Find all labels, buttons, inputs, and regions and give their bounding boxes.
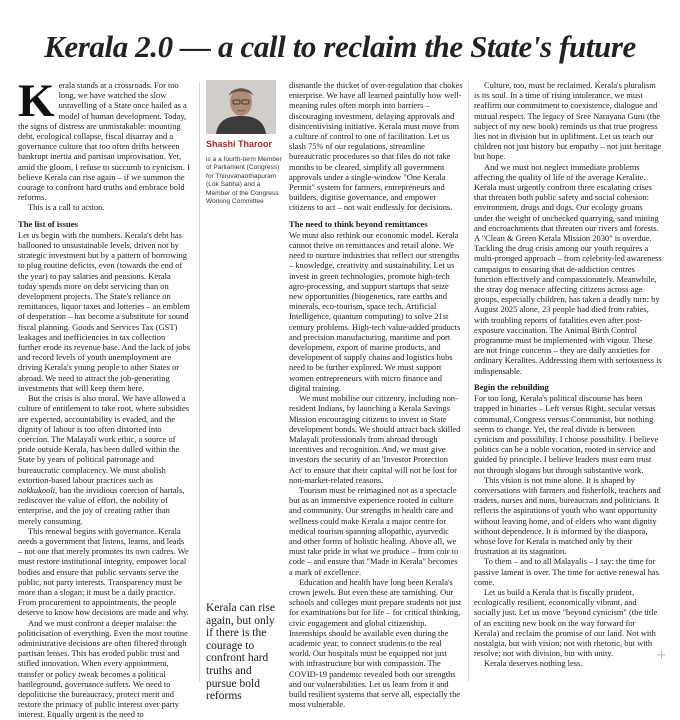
paragraph: And we must not neglect immediate problems affecting the quality of life of the average Keralite. Kerala must urgently confront three escalating crises that threaten both public safety and social cohesion: environment, drugs and dogs. Our ecology groans under the weight of unchecked quarrying, sand mining and encroachments that threaten our rivers and forests. A "Clean & Green Kerala Mission 2030" is overdue. Tackling the drug crisis among our youth requires a multi-pronged approach – from celebrity-led awareness campaigns to ensuring that de-addiction centres function effectively and compassionately. Meanwhile, the stray dog menace affecting citizens across age groups, especially children, has taken a deadly turn: by August 2025 alone, 23 people had died from rabies, with troubling reports of fatalities even after post-exposure vaccination. The Animal Birth Control programme must be implemented with vigour. These are not fringe concerns – they are daily anxieties for ordinary Keralites. Addressing them with seriousness is indispensable. bbox=[474, 161, 662, 376]
pull-quote: Kerala can rise again, but only if there is the courage to confront hard truths and pursue bold reforms bbox=[206, 602, 275, 703]
subheading: The list of issues bbox=[18, 218, 78, 229]
paragraph: dismantle the thicket of over-regulation that chokes enterprise. We have all learned painfully how well-meaning rules often morph into barriers – discouraging investment, delaying approvals and disincentivising initiative. Kerala must move from a culture of control to one of facilitation. Let us slash 75% of our regulations, streamline bureaucratic procedures so that files do not take months to be cleared, simplify all government approvals under a single-window "One Kerala Permit" system for farmers, entrepreneurs and builders, digitise governance, and empower citizens to act – not wait endlessly for decisions. bbox=[289, 80, 463, 213]
column-divider bbox=[199, 82, 200, 682]
lead-paragraph: Kerala stands at a crossroads. For too long, we have watched the slow unravelling of a State once hailed as a model of human development. Today, the signs of distress are unmistakable: mounting debt, ecological collapse, fiscal disarray and a governance culture that too often drifts between bankrupt inertia and partisan improvisation. Yet, amid the gloom, I refuse to succumb to cynicism. I believe Kerala can rise again – if we summon the courage to confront hard truths and embrace bold reforms. bbox=[18, 75, 190, 203]
drop-cap: K bbox=[18, 75, 55, 127]
article-column-3 bbox=[289, 80, 463, 709]
paragraph: Kerala deserves nothing less. bbox=[484, 658, 583, 669]
paragraph: For too long, Kerala's political discourse has been trapped in binaries – Left versus Right, secular versus communal, Congress versus Communist, but nothing seems to change. Yet, the real divide is between cynicism and possibility. I choose possibility. I believe politics can be a noble vocation, rooted in service and guided by principle. I believe leaders must earn trust not through slogans but through substantive work. bbox=[474, 393, 659, 475]
paragraph: Let us build a Kerala that is fiscally prudent, ecologically resilient, economically vibrant, and socially just. Let us move "beyond cynicism" (the title of an exciting new book on the way forward for Kerala) and reclaim the promise of our land. Not with nostalgia, but with vision; not with rhetoric, but with resolve; not with division, but with unity. bbox=[474, 586, 658, 659]
author-bio: is a a fourth-term Member of Parliament (Congress) for Thiruvananthapuram (Lok Sabha) and a Member of the Congress Working Committee bbox=[206, 156, 282, 206]
subheading: Begin the rebuilding bbox=[474, 381, 549, 392]
paragraph: Culture, too, must be reclaimed. Kerala's pluralism is its soul. In a time of rising intolerance, we must reaffirm our commitment to coexistence, dialogue and mutual respect. The legacy of Sree Narayana Guru (the subject of my new book) reminds us that true progress lies not in division but in upliftment. Let us teach our children not just history but empathy – not just heritage but hope. bbox=[474, 80, 662, 162]
subheading: The need to think beyond remittances bbox=[289, 218, 428, 229]
headline: Kerala 2.0 — a call to reclaim the State's future bbox=[44, 29, 636, 64]
paragraph: We must mobilise our citizenry, including non-resident Indians, by launching a Kerala Savings Mission encouraging citizens to invest in State development bonds. We should attract back skilled Malayali professionals from abroad through incentives and recognition. And, we must give investors the security of an 'Investor Protection Act' to ensure that their capital will not be lost for non-market-related reasons. bbox=[289, 393, 461, 485]
paragraph: To them – and to all Malayalis – I say: the time for passive lament is over. The time for active renewal has come. bbox=[474, 556, 659, 587]
paragraph: But the crisis is also moral. We have allowed a culture of entitlement to take root, where subsidies are expected, accountability is evaded, and the dignity of labour is too often distorted into coercion. The Malayali work ethic, a source of pride outside Kerala, has been dulled within the State by years of political patronage and bureaucratic complacency. We must abolish extortion-based labour practices such as nokkukooli, ban the invidious coercion of hartals, rediscover the value of effort, the nobility of enterprise, and the joy of creating rather than merely consuming. bbox=[18, 393, 190, 526]
author-name: Shashi Tharoor bbox=[206, 139, 273, 149]
article-column-1 bbox=[18, 75, 190, 720]
paragraph: And we must confront a deeper malaise: the politicisation of everything. Even the most routine administrative decisions are often filtered through partisan lenses. This has eroded public trust and stifled innovation. When every appointment, transfer or policy tweak becomes a political battleground, governance suffers. We need to depoliticise the bureaucracy, protect merit and restore the primacy of public interest over party interest. Equally urgent is the need to bbox=[18, 617, 188, 720]
paragraph: Education and health have long been Kerala's crown jewels. But even these are tarnishing. Our schools and colleges must prepare students not just for examinations but for life – for critical thinking, civic engagement and global citizenship. Internships should be available even during the academic year, to connect students to the real world. Our hospitals must be equipped not just with infrastructure but with compassion. The COVID-19 pandemic revealed both our strengths and our vulnerabilities. Let us learn from it and build resilient systems that serve all, especially the most vulnerable. bbox=[289, 576, 462, 710]
paragraph: We must also rethink our economic model. Kerala cannot thrive on remittances and retail alone. We need to nurture industries that reflect our strengths – knowledge, creativity and sustainability. Let us invest in green technologies, promote high-tech agro-processing, and support startups that seize new opportunities (biogenetics, rare earths and minerals, eco-tourism, space tech, Artificial Intelligence, quantum computing) to solve 21st century problems. High-tech value-added products and precision manufacturing, maritime and port development, export of marine products, and development of supply chains and logistics hubs need to be further explored. We must support women entrepreneurs with micro finance and digital training. bbox=[289, 229, 461, 393]
plus-icon[interactable]: + bbox=[656, 648, 667, 663]
author-photo bbox=[206, 80, 276, 134]
paragraph: Tourism must be reimagined not as a spectacle but as an immersive experience rooted in culture and community. Our strengths in health care and wellness could make Kerala a major centre for medical tourism spanning allopathic, ayurvedic and other forms of holistic healing. Above all, we must take pride in what we produce – from coir to code – and ensure that "Made in Kerala" becomes a mark of excellence. bbox=[289, 484, 459, 577]
author-column bbox=[206, 80, 282, 703]
paragraph: Let us begin with the numbers. Kerala's debt has ballooned to unsustainable levels, driven not by strategic investment but by a pattern of borrowing to plug routine deficits, even (towards the end of the year) to pay salaries and pensions. Kerala today spends more on debt servicing than on development projects. The State's reliance on remittances, liquor taxes and lotteries – an emblem of desperation – has become a substitute for sound fiscal planning. Goods and Services Tax (GST) leakages and inefficiencies in tax collection further erode its revenue base. And the lack of jobs and record levels of youth unemployment are driving Kerala's young people to other States or abroad. We need to attract the job-generating investments that will keep them here. bbox=[18, 229, 190, 393]
paragraph: This renewal begins with governance. Kerala needs a government that listens, learns, and leads – not one that merely promotes its own cadres. We must restore institutional integrity, empower local bodies and ensure that public servants serve the public, not party interests. Transparency must be more than a slogan; it must be a daily practice. From procurement to appointments, the people deserve to know how decisions are made and why. bbox=[18, 525, 189, 618]
paragraph: This vision is not mine alone. It is shaped by conversations with farmers and fisherfolk, teachers and traders, nurses and nuns, bureaucrats and politicians. It reflects the aspirations of youth who want opportunity without leaving home, and of elders who want dignity without dependence. It is informed by the diaspora, whose love for Kerala is matched only by their frustration at its stagnation. bbox=[474, 474, 661, 557]
paragraph: This is a call to action. bbox=[28, 202, 105, 213]
column-divider bbox=[468, 82, 469, 682]
article-column-4 bbox=[474, 80, 662, 669]
